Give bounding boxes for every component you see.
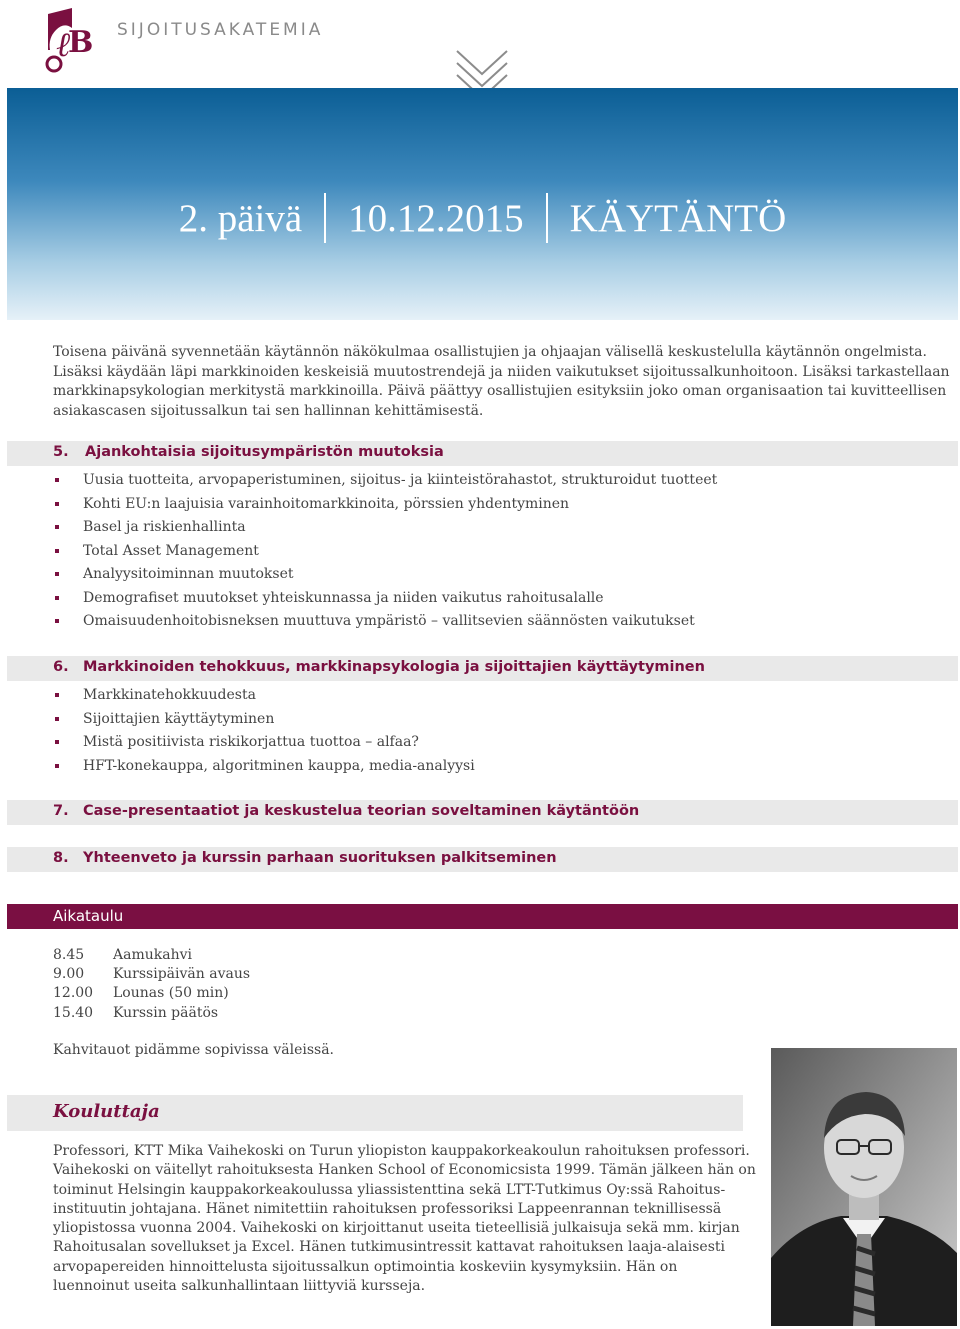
section-title: Markkinoiden tehokkuus, markkinapsykologia ja sijoittajien käyttäytyminen [83, 659, 705, 675]
schedule-header [7, 904, 958, 929]
intro-paragraph: Toisena päivänä syvennetään käytännön näkökulmaa osallistujien ja ohjaajan välisellä keskustelulla käytännön ongelmista. Lisäksi käydään läpi markkinoiden keskeisiä muutostrendejä ja niiden vaikutukset sijoitussalkunhoitoon. Lisäksi tarkastellaan markkinapsykologian merkitystä markkinoilla. Päivä päättyy osallistujien esityksiin joko oman organisaation tai kuvitteellisen asiakascasen sijoitussalkun tai sen hallinnan kehittämisestä. [53, 344, 950, 419]
coffee-note: Kahvitauot pidämme sopivissa väleissä. [53, 1042, 335, 1058]
svg-text:B: B [68, 25, 94, 60]
list-item: Demografiset muutokset yhteiskunnassa ja niiden vaikutus rahoitusalalle [53, 588, 717, 612]
schedule-list [53, 946, 250, 1023]
bullet-list [53, 685, 475, 779]
bullet-icon [55, 478, 59, 482]
bullet-icon [55, 525, 59, 529]
section-title: Case-presentaatiot ja keskustelua teorian soveltaminen käytäntöön [83, 803, 640, 819]
schedule-row: 12.00 Lounas (50 min) [53, 985, 229, 1002]
bullet-icon [55, 740, 59, 744]
list-item: HFT-konekauppa, algoritminen kauppa, media-analyysi [53, 756, 475, 780]
section-number: 7. [53, 803, 69, 819]
section-number: 5. [53, 444, 69, 460]
section-header [7, 800, 958, 825]
bullet-icon [55, 549, 59, 553]
hero-banner [7, 88, 958, 320]
schedule-heading: Aikataulu [53, 907, 124, 925]
list-item: Sijoittajien käyttäytyminen [53, 709, 475, 733]
bullet-icon [55, 619, 59, 623]
divider [324, 193, 326, 243]
schedule-row: 9.00 Kurssipäivän avaus [53, 966, 251, 983]
theme-label: KÄYTÄNTÖ [569, 196, 787, 240]
akatemia-logo [42, 6, 98, 74]
bullet-icon [55, 764, 59, 768]
trainer-photo [771, 1048, 957, 1326]
list-item: Uusia tuotteita, arvopaperistuminen, sijoitus- ja kiinteistörahastot, strukturoidut tuotteet [53, 470, 717, 494]
list-item: Basel ja riskienhallinta [53, 517, 717, 541]
trainer-bio: Professori, KTT Mika Vaihekoski on Turun yliopiston kauppakorkeakoulun rahoituksen professori. Vaihekoski on väitellyt rahoituksesta Hanken School of Economicsista 1999. Tämän jälkeen hän on toiminut Helsingin kauppakorkeakoulussa yliassistenttina sekä LTT-Tutkimus Oy:ssä Rahoitus-instituutin johtajana. Hänet nimitettiin rahoituksen professoriksi Lappeenrannan teknillisessä yliopistossa vuonna 2004. Vaihekoski on kirjoittanut useita tieteellisiä julkaisuja sekä mm. kirjan Rahoitusalan sovellukset ja Excel. Hänen tutkimusintressit kattavat rahoituksen laaja-alaisesti arvopapereiden hinnoittelusta sijoitussalkun optimointia koskeviin kysymyksiin. Hän on luennoinut useita salkunhallintaan liittyviä kursseja. [53, 1143, 756, 1295]
section-number: 8. [53, 850, 69, 866]
bullet-icon [55, 596, 59, 600]
day-label: 2. päivä [178, 196, 303, 240]
schedule-row: 8.45 Aamukahvi [53, 947, 192, 963]
section-header [7, 847, 958, 872]
date-label: 10.12.2015 [348, 196, 524, 240]
section-number: 6. [53, 659, 69, 675]
section-title: Ajankohtaisia sijoitusympäristön muutoksia [85, 444, 444, 460]
bullet-list [53, 470, 717, 635]
bullet-icon [55, 717, 59, 721]
section-header [7, 441, 958, 466]
trainer-header [7, 1095, 743, 1131]
list-item: Mistä positiivista riskikorjattua tuottoa – alfaa? [53, 732, 475, 756]
section-title: Yhteenveto ja kurssin parhaan suorituksen palkitseminen [83, 850, 557, 866]
brand-name: SIJOITUSAKATEMIA [117, 20, 324, 40]
schedule-row: 15.40 Kurssin päätös [53, 1004, 219, 1021]
list-item: Omaisuudenhoitobisneksen muuttuva ympäristö – vallitsevien säännösten vaikutukset [53, 611, 717, 635]
trainer-heading: Kouluttaja [53, 1101, 160, 1122]
divider [546, 193, 548, 243]
list-item: Analyysitoiminnan muutokset [53, 564, 717, 588]
list-item: Total Asset Management [53, 541, 717, 565]
svg-text:ℓ: ℓ [56, 25, 71, 65]
bullet-icon [55, 502, 59, 506]
list-item: Markkinatehokkuudesta [53, 685, 475, 709]
section-header [7, 656, 958, 681]
list-item: Kohti EU:n laajuisia varainhoitomarkkinoita, pörssien yhdentyminen [53, 494, 717, 518]
bullet-icon [55, 693, 59, 697]
bullet-icon [55, 572, 59, 576]
